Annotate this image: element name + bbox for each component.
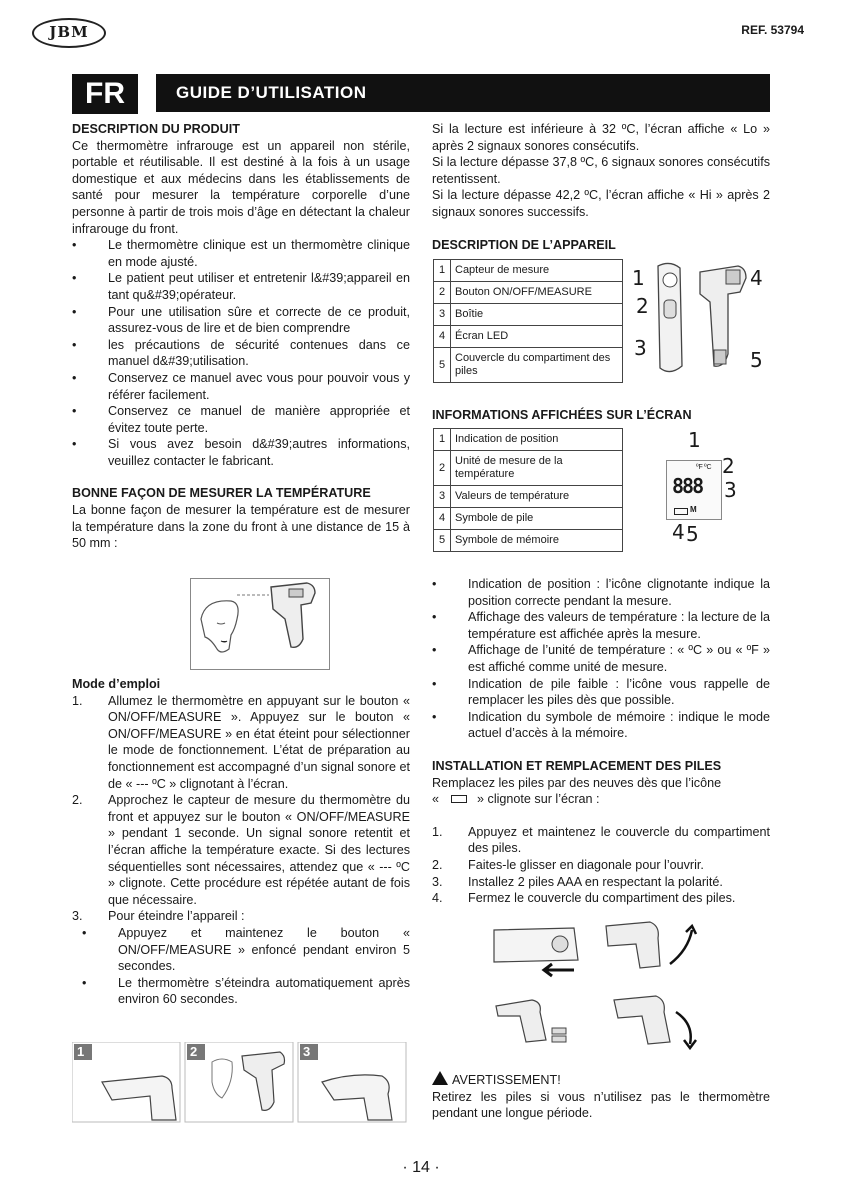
callout-number: 2 [636, 294, 649, 318]
list-item: • Affichage de l’unité de température : « ºC » ou « ºF » est affiché comme unité de mesure. [432, 643, 770, 674]
reference-number: REF. 53794 [741, 23, 804, 37]
table-row: 3 Valeurs de température [434, 486, 623, 508]
screen-info-bullets [432, 576, 770, 742]
battery-install-steps [432, 824, 770, 907]
lcd-unit-c: ºC [704, 464, 712, 471]
list-item: 1. Appuyez et maintenez le couvercle du compartiment des piles. [432, 824, 770, 856]
device-parts-table [433, 259, 623, 383]
list-item: • Indication de pile faible : l’icône vous rappelle de remplacer les piles dès que possible. [432, 676, 770, 708]
warning-heading: AVERTISSEMENT! [432, 1071, 770, 1089]
left-column [72, 121, 410, 552]
battery-install-text-a: Remplacez les piles par des neuves dès que l’icône [432, 775, 722, 790]
page-number: · 14 · [402, 1159, 440, 1176]
table-row: 5 Symbole de mémoire [434, 530, 623, 552]
warning-text: Retirez les piles si vous n’utilisez pas le thermomètre pendant une longue période. [432, 1089, 770, 1121]
table-row: 1 Capteur de mesure [434, 260, 623, 282]
list-item: • Le thermomètre clinique est un thermomètre clinique en mode ajusté. [72, 238, 410, 269]
reading-high: Si la lecture dépasse 42,2 ºC, l’écran affiche « Hi » après 2 signaux sonores successifs. [432, 188, 770, 219]
list-item: 2. Faites-le glisser en diagonale pour l’ouvrir. [432, 857, 704, 872]
callout-number: 5 [686, 522, 699, 546]
mode-heading: Mode d’emploi [72, 677, 161, 691]
reading-low: Si la lecture est inférieure à 32 ºC, l’écran affiche « Lo » après 2 signaux sonores consécutifs. [432, 122, 770, 153]
switch-off-bullets [72, 925, 410, 1008]
battery-icon [674, 508, 688, 515]
battery-icon [451, 795, 467, 803]
table-row: 2 Bouton ON/OFF/MEASURE [434, 282, 623, 304]
callout-number: 3 [724, 478, 737, 502]
callout-number: 3 [634, 336, 647, 360]
list-item: 3. Pour éteindre l’appareil : [72, 909, 245, 924]
list-item: • Indication du symbole de mémoire : indique le mode actuel d’accès à la mémoire. [432, 709, 770, 741]
instruction-steps [72, 693, 410, 925]
list-item: • les précautions de sécurité contenues dans ce manuel d&#39;utilisation. [72, 337, 410, 369]
list-item: 3. Installez 2 piles AAA en respectant la polarité. [432, 874, 723, 889]
lcd-memory-symbol: M [690, 505, 697, 514]
list-item: 1. Allumez le thermomètre en appuyant sur le bouton « ON/OFF/MEASURE ». Appuyez sur le bouton « ON/OFF/MEASURE » en état éteint pour sélectionner le mode de fonctionnement. L’état de préparation au fonctionnement est accompagné d’un signal sonore et de « --- ºC » clignotant à l’écran. [72, 693, 410, 791]
lcd-digits: 888 [672, 474, 703, 498]
callout-number: 2 [722, 454, 735, 478]
list-item: • Affichage des valeurs de température : la lecture de la température est affichée après la mesure. [432, 610, 770, 641]
page-title: GUIDE D’UTILISATION [156, 74, 770, 112]
table-row: 4 Écran LED [434, 326, 623, 348]
battery-install-illustration [490, 916, 710, 1056]
warning-block [432, 1071, 770, 1122]
forehead-measure-illustration [190, 578, 330, 670]
device-description-heading: DESCRIPTION DE L’APPAREIL [432, 237, 616, 252]
list-item: • Si vous avez besoin d&#39;autres informations, veuillez contacter le fabricant. [72, 437, 410, 468]
instructions-column [72, 676, 410, 1008]
right-lower-column [432, 576, 770, 907]
step-figure-label: 3 [303, 1044, 311, 1059]
callout-number: 4 [750, 266, 763, 290]
list-item: • Le thermomètre s’éteindra automatiquement après environ 60 secondes. [82, 975, 410, 1007]
callout-number: 1 [688, 428, 701, 452]
lcd-illustration [662, 430, 766, 548]
table-row: 3 Boîtie [434, 304, 623, 326]
list-item: • Le patient peut utiliser et entretenir l&#39;appareil en tant qu&#39;opérateur. [72, 271, 410, 302]
usage-bullets [72, 237, 410, 469]
table-row: 1 Indication de position [434, 429, 623, 451]
screen-symbols-table [433, 428, 623, 552]
measuring-heading: BONNE FAÇON DE MESURER LA TEMPÉRATURE [72, 486, 371, 501]
list-item: 2. Approchez le capteur de mesure du thermomètre du front et appuyez sur le bouton « ON/OFF/MEASURE » pendant 1 seconde. Un signal sonore retentit et l’écran affiche la température exacte. Si des lectures séquentielles sont nécessaires, attendez que « --- ºC » clignote. Cette procédure est répétée autant de fois que nécessaire. [72, 793, 410, 907]
list-item: 4. Fermez le couvercle du compartiment des piles. [432, 891, 736, 906]
battery-install-text-b: « » clignote sur l’écran : [432, 792, 600, 807]
product-description-text: Ce thermomètre infrarouge est un appareil non stérile, portable et réutilisable. Il est destiné à la fois à un usage domestique et aux médecins dans les établissements de santé pour mesurer la température corporelle d’une personne à partir de trois mois d’âge en détectant la chaleur infrarouge du front. [72, 138, 410, 236]
step-figure-label: 1 [77, 1044, 85, 1059]
battery-install-heading: INSTALLATION ET REMPLACEMENT DES PILES [432, 758, 722, 773]
product-description-heading: DESCRIPTION DU PRODUIT [72, 122, 240, 136]
brand-logo: JBM [32, 18, 106, 48]
table-row: 5 Couvercle du compartiment des piles [434, 348, 623, 383]
measuring-text: La bonne façon de mesurer la température est de mesurer la température dans la zone du front à une distance de 15 à 50 mm : [72, 503, 410, 551]
readings-block [432, 121, 770, 253]
list-item: • Pour une utilisation sûre et correcte de ce produit, assurez-vous de lire et de bien comprendre [72, 304, 410, 336]
callout-number: 1 [632, 266, 645, 290]
table-row: 2 Unité de mesure de la température [434, 451, 623, 486]
step-figures [72, 1042, 407, 1124]
list-item: • Conservez ce manuel de manière appropriée et évitez toute perte. [72, 404, 410, 435]
language-badge: FR [72, 74, 138, 114]
lcd-unit-f: ºF [696, 464, 703, 471]
callout-number: 5 [750, 348, 763, 372]
device-illustration [630, 258, 770, 380]
step-figure-label: 2 [190, 1044, 198, 1059]
table-row: 4 Symbole de pile [434, 508, 623, 530]
list-item: • Indication de position : l’icône clignotante indique la position correcte pendant la mesure. [432, 577, 770, 608]
callout-number: 4 [672, 520, 685, 544]
warning-icon [432, 1071, 448, 1085]
screen-info-heading: INFORMATIONS AFFICHÉES SUR L’ÉCRAN [432, 408, 692, 422]
list-item: • Appuyez et maintenez le bouton « ON/OFF/MEASURE » enfoncé pendant environ 5 secondes. [82, 925, 410, 974]
list-item: • Conservez ce manuel avec vous pour pouvoir vous y référer facilement. [72, 370, 410, 402]
reading-fever: Si la lecture dépasse 37,8 ºC, 6 signaux sonores consécutifs retentissent. [432, 155, 770, 186]
